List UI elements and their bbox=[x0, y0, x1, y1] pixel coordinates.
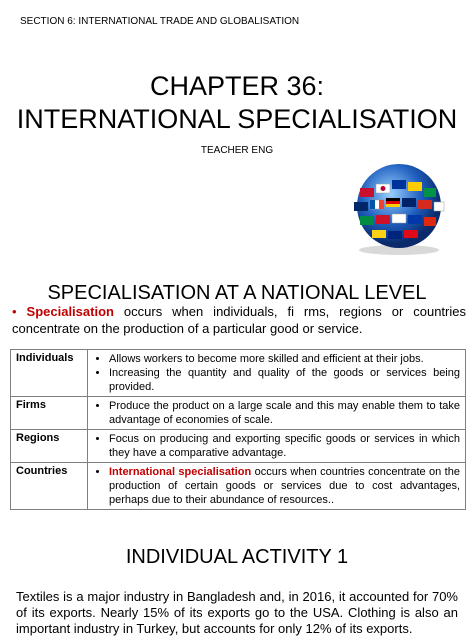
chapter-name: INTERNATIONAL SPECIALISATION bbox=[16, 104, 458, 134]
section-header: SECTION 6: INTERNATIONAL TRADE AND GLOBALISATION bbox=[20, 16, 300, 27]
table-row bbox=[11, 430, 466, 463]
row-label-individuals: Individuals bbox=[11, 350, 88, 397]
bullet-dot: • bbox=[12, 304, 17, 319]
specialisation-table bbox=[10, 349, 466, 510]
author-name: TEACHER ENG bbox=[200, 145, 274, 156]
row-label-firms: Firms bbox=[11, 397, 88, 430]
table-row bbox=[11, 350, 466, 397]
chapter-title bbox=[0, 70, 474, 136]
row-content bbox=[88, 463, 466, 510]
specialisation-text: occurs when individuals, fi rms, regions or countries concentrate on the production of a particular good or service. bbox=[12, 304, 466, 336]
specialisation-heading: SPECIALISATION AT A NATIONAL LEVEL bbox=[47, 282, 427, 304]
specialisation-definition bbox=[12, 303, 466, 337]
row-label-regions: Regions bbox=[11, 430, 88, 463]
table-row bbox=[11, 463, 466, 510]
activity-text: Textiles is a major industry in Bangladesh and, in 2016, it accounted for 70% of its exports. Nearly 15% of its exports go to the USA. Clothing is also an important industry in Turkey, but accounts for only 12% of its exports. bbox=[16, 589, 458, 636]
row-content bbox=[88, 350, 466, 397]
row-label-countries: Countries bbox=[11, 463, 88, 510]
chapter-number: CHAPTER 36: bbox=[149, 71, 325, 101]
table-row bbox=[11, 397, 466, 430]
list-item: • Produce the product on a large scale and this may enable them to take advantage of economies of scale. bbox=[109, 399, 460, 427]
activity-heading: INDIVIDUAL ACTIVITY 1 bbox=[125, 546, 349, 568]
list-item: • Focus on producing and exporting specific goods or services in which they have a comparative advantage. bbox=[109, 432, 460, 460]
flag-globe-image bbox=[340, 160, 458, 256]
row-content bbox=[88, 397, 466, 430]
international-specialisation-term: International specialisation bbox=[109, 466, 252, 478]
list-item: • Increasing the quantity and quality of the goods or services being provided. bbox=[109, 366, 460, 394]
list-item-text: occurs when countries concentrate on the production of certain goods or services due to cost advantages, perhaps due to their abundance of resources.. bbox=[109, 466, 460, 506]
list-item: • Allows workers to become more skilled and efficient at their jobs. bbox=[109, 352, 460, 366]
list-item bbox=[109, 465, 460, 507]
row-content bbox=[88, 430, 466, 463]
specialisation-term: Specialisation bbox=[26, 304, 114, 319]
